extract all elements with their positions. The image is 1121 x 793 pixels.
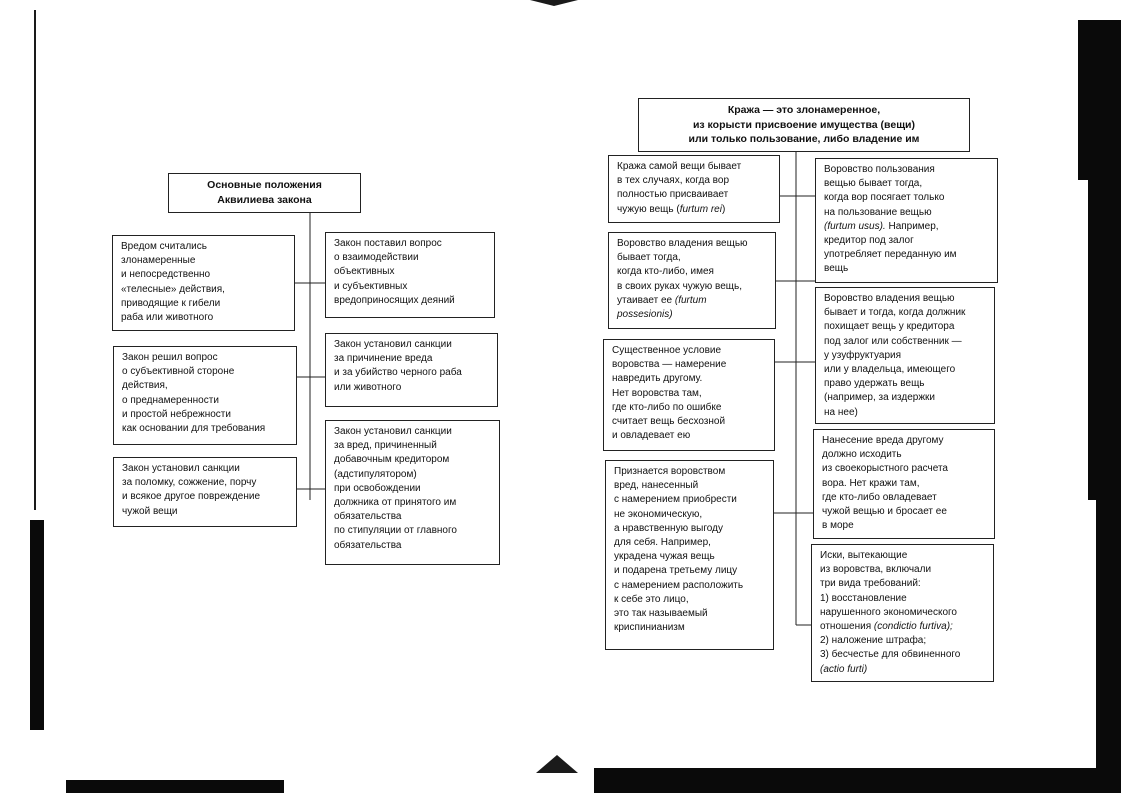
box-line [612, 387, 768, 401]
box-line [824, 363, 988, 377]
box-line-text: 2) наложение штрафа; [820, 635, 927, 647]
box-line-text: навредить другому. [612, 373, 703, 385]
right-box-selfish [813, 429, 995, 539]
box-line-text: из воровства, включали [820, 564, 932, 576]
box-line [614, 522, 767, 536]
box-line [612, 372, 768, 386]
box-line [824, 320, 988, 334]
box-line [822, 519, 988, 533]
box-line-latin-term: (furtum [674, 294, 707, 306]
left-box-adstipulator [325, 420, 500, 565]
box-line-text: чужую вещь ( [617, 203, 680, 215]
box-line [824, 177, 991, 191]
box-line-text: в своих руках чужую вещь, [617, 280, 742, 292]
box-line [612, 429, 768, 443]
right-box-condition [603, 339, 775, 451]
box-line [824, 391, 988, 405]
box-line-text: кредитор под залог [824, 235, 914, 247]
box-line-text: в море [822, 520, 854, 532]
box-line [824, 206, 991, 220]
box-line-text: украдена чужая вещь [614, 551, 715, 563]
box-line-text: под залог или собственник — [824, 335, 962, 347]
right-title-line-3: или только пользование, либо владение им [688, 133, 920, 145]
box-line [820, 663, 987, 677]
box-line: о взаимодействии [334, 252, 419, 264]
box-line: за вред, причиненный [334, 440, 437, 452]
box-line: Закон поставил вопрос [334, 238, 442, 249]
box-line-text: вред, нанесенный [614, 480, 699, 492]
box-line-text: чужой вещью и бросает ее [822, 506, 947, 518]
box-line [820, 549, 987, 563]
box-line: «телесные» действия, [121, 283, 225, 295]
box-line: приводящие к гибели [121, 297, 221, 309]
box-line-text: когда кто-либо, имея [617, 266, 714, 278]
box-line [614, 607, 767, 621]
box-line-text: на пользование вещью [824, 206, 932, 218]
box-line-text: Нанесение вреда другому [822, 435, 944, 446]
box-line [617, 308, 769, 322]
box-line: действия, [122, 380, 168, 392]
box-line [614, 536, 767, 550]
box-line-text: отношения [820, 621, 874, 633]
box-line [822, 448, 988, 462]
box-line-text: когда вор посягает только [824, 192, 945, 204]
right-box-furtum-usus [815, 158, 998, 283]
box-line-text: где кто-либо овладевает [822, 491, 937, 503]
box-line-text: Воровство владения вещью [617, 238, 748, 249]
box-line: должника от принятого им [334, 497, 457, 509]
box-line-text: и овладевает ею [612, 430, 691, 442]
box-line-text: Воровство пользования [824, 164, 935, 175]
box-line: вредоприносящих деяний [334, 294, 455, 306]
box-line [614, 508, 767, 522]
box-line [824, 292, 988, 306]
box-line-text: криспинианизм [614, 622, 685, 634]
box-line: и за убийство черного раба [334, 367, 462, 379]
left-box-subjective [113, 346, 297, 445]
box-line-text: вещью бывает тогда, [824, 178, 923, 190]
box-line-text: у узуфруктуария [824, 349, 902, 361]
box-line [824, 262, 991, 276]
box-line [824, 191, 991, 205]
box-line-text: это так называемый [614, 608, 708, 620]
box-line-text: с намерением приобрести [614, 494, 737, 506]
box-line-text: похищает вещь у кредитора [824, 321, 955, 333]
box-line-tail: Например, [885, 220, 939, 232]
box-line [617, 265, 769, 279]
box-line [617, 237, 769, 251]
box-line [824, 234, 991, 248]
box-line-text: бывает и тогда, когда должник [824, 307, 966, 319]
box-line [820, 634, 987, 648]
box-line [822, 434, 988, 448]
box-line-text: считает вещь бесхозной [612, 416, 726, 428]
box-line [824, 377, 988, 391]
box-line: Закон установил санкции [122, 463, 240, 474]
box-line [614, 593, 767, 607]
box-line: как основании для требования [122, 423, 266, 435]
box-line [617, 160, 773, 174]
box-line-text: Воровство владения вещью [824, 293, 955, 304]
right-title-box [638, 98, 970, 152]
box-line-text: на нее) [824, 406, 858, 418]
box-line-text: к себе это лицо, [614, 593, 689, 605]
box-line: о субъективной стороне [122, 366, 235, 378]
box-line: и простой небрежности [122, 408, 231, 420]
box-line-text: утаивает ее [617, 294, 675, 306]
box-line-text: в тех случаях, когда вор [617, 175, 730, 187]
box-line-text: право удержать вещь [824, 378, 925, 390]
box-line-text: вора. Нет кражи там, [822, 477, 920, 489]
box-line: Вредом считались [121, 241, 207, 252]
box-line-text: или у владельца, имеющего [824, 364, 956, 376]
left-box-harm [112, 235, 295, 331]
right-title-line-2: из корысти присвоение имущества (вещи) [692, 118, 916, 131]
right-box-crispinianism [605, 460, 774, 650]
box-line-text: из своекорыстного расчета [822, 463, 948, 475]
box-line [617, 280, 769, 294]
box-line [822, 477, 988, 491]
right-box-actions [811, 544, 994, 682]
box-line-text: Иски, вытекающие [820, 550, 908, 561]
box-line-text: с намерением расположить [614, 579, 744, 591]
box-line: обязательства [334, 511, 402, 523]
box-line-latin-term: (condictio furtiva); [873, 621, 953, 633]
box-line [614, 465, 767, 479]
box-line: злонамеренные [121, 255, 196, 267]
box-line-text: употребляет переданную им [824, 249, 957, 261]
box-line [612, 344, 768, 358]
box-line: при освобождении [334, 482, 421, 494]
box-line-text: нарушенного экономического [820, 606, 957, 618]
box-line-text: где кто-либо по ошибке [612, 401, 722, 413]
box-line: по стипуляции от главного [334, 525, 457, 537]
box-line: и непосредственно [121, 269, 211, 281]
box-line-text: вещь [824, 263, 849, 275]
box-line [822, 491, 988, 505]
box-line [820, 620, 987, 634]
box-line [820, 648, 987, 662]
box-line-text: (например, за издержки [824, 392, 936, 404]
box-line: или животного [334, 381, 402, 393]
box-line-text: для себя. Например, [614, 537, 711, 549]
box-line-latin-term: (furtum usus). [824, 220, 886, 232]
box-line-latin-term: (actio furti) [820, 663, 868, 675]
box-line-text: Нет воровства там, [612, 387, 702, 399]
box-line [820, 563, 987, 577]
box-line [614, 493, 767, 507]
box-line: Закон установил санкции [334, 339, 452, 350]
box-line-tail: ) [721, 203, 726, 215]
box-line [820, 592, 987, 606]
box-line-text: Существенное условие [612, 345, 722, 356]
box-line: объективных [334, 266, 395, 278]
left-title-line-1: Основные положения [207, 179, 322, 191]
left-box-damage [113, 457, 297, 527]
box-line-text: должно исходить [822, 449, 902, 461]
box-line-text: бывает тогда, [617, 252, 681, 264]
box-line: раба или животного [121, 312, 214, 324]
box-line [824, 406, 988, 420]
box-line [824, 349, 988, 363]
box-line: о преднамеренности [122, 394, 219, 406]
box-line-text: полностью присваивает [617, 189, 729, 201]
box-line-text: Кража самой вещи бывает [617, 161, 742, 172]
box-line-latin-term: possesionis) [617, 309, 673, 321]
box-line [617, 188, 773, 202]
box-line: Закон решил вопрос [122, 352, 218, 363]
left-title-line-2: Аквилиева закона [217, 193, 312, 206]
box-line: и субъективных [334, 280, 408, 292]
box-line-text: Признается воровством [614, 466, 726, 477]
box-line [614, 621, 767, 635]
box-line [614, 479, 767, 493]
box-line [612, 415, 768, 429]
box-line [820, 606, 987, 620]
box-line [614, 550, 767, 564]
box-line: за поломку, сожжение, порчу [122, 477, 257, 489]
box-line [822, 462, 988, 476]
right-box-furtum-rei [608, 155, 780, 223]
box-line: Закон установил санкции [334, 426, 452, 437]
left-title-box [168, 173, 361, 213]
box-line [617, 174, 773, 188]
box-line: добавочным кредитором [334, 454, 450, 466]
box-line: и всякое другое повреждение [122, 491, 261, 503]
box-line-text: не экономическую, [614, 508, 703, 520]
box-line [824, 248, 991, 262]
right-box-furtum-possessionis-1 [608, 232, 776, 329]
box-line-text: воровства — намерение [612, 359, 727, 371]
box-line [617, 203, 773, 217]
box-line [824, 220, 991, 234]
left-box-interaction [325, 232, 495, 318]
right-title-line-1: Кража — это злонамеренное, [727, 104, 881, 116]
box-line [612, 401, 768, 415]
box-line [824, 163, 991, 177]
box-line-text: и подарена третьему лицу [614, 565, 738, 577]
box-line-text: три вида требований: [820, 578, 921, 590]
box-line [824, 335, 988, 349]
box-line-text: 1) восстановление [820, 592, 907, 604]
left-box-killing [325, 333, 498, 407]
box-line: (адстипулятором) [334, 468, 417, 480]
box-line: обязательства [334, 539, 402, 551]
box-line-latin-term: furtum rei [679, 203, 722, 215]
box-line [614, 564, 767, 578]
box-line [614, 579, 767, 593]
box-line [822, 505, 988, 519]
box-line [612, 358, 768, 372]
right-box-furtum-possessionis-2 [815, 287, 995, 424]
box-line-text: 3) бесчестье для обвиненного [820, 649, 961, 661]
box-line: за причинение вреда [334, 353, 433, 365]
box-line [824, 306, 988, 320]
box-line [617, 251, 769, 265]
box-line: чужой вещи [122, 505, 178, 517]
box-line [820, 577, 987, 591]
box-line [617, 294, 769, 308]
box-line-text: а нравственную выгоду [614, 522, 723, 534]
